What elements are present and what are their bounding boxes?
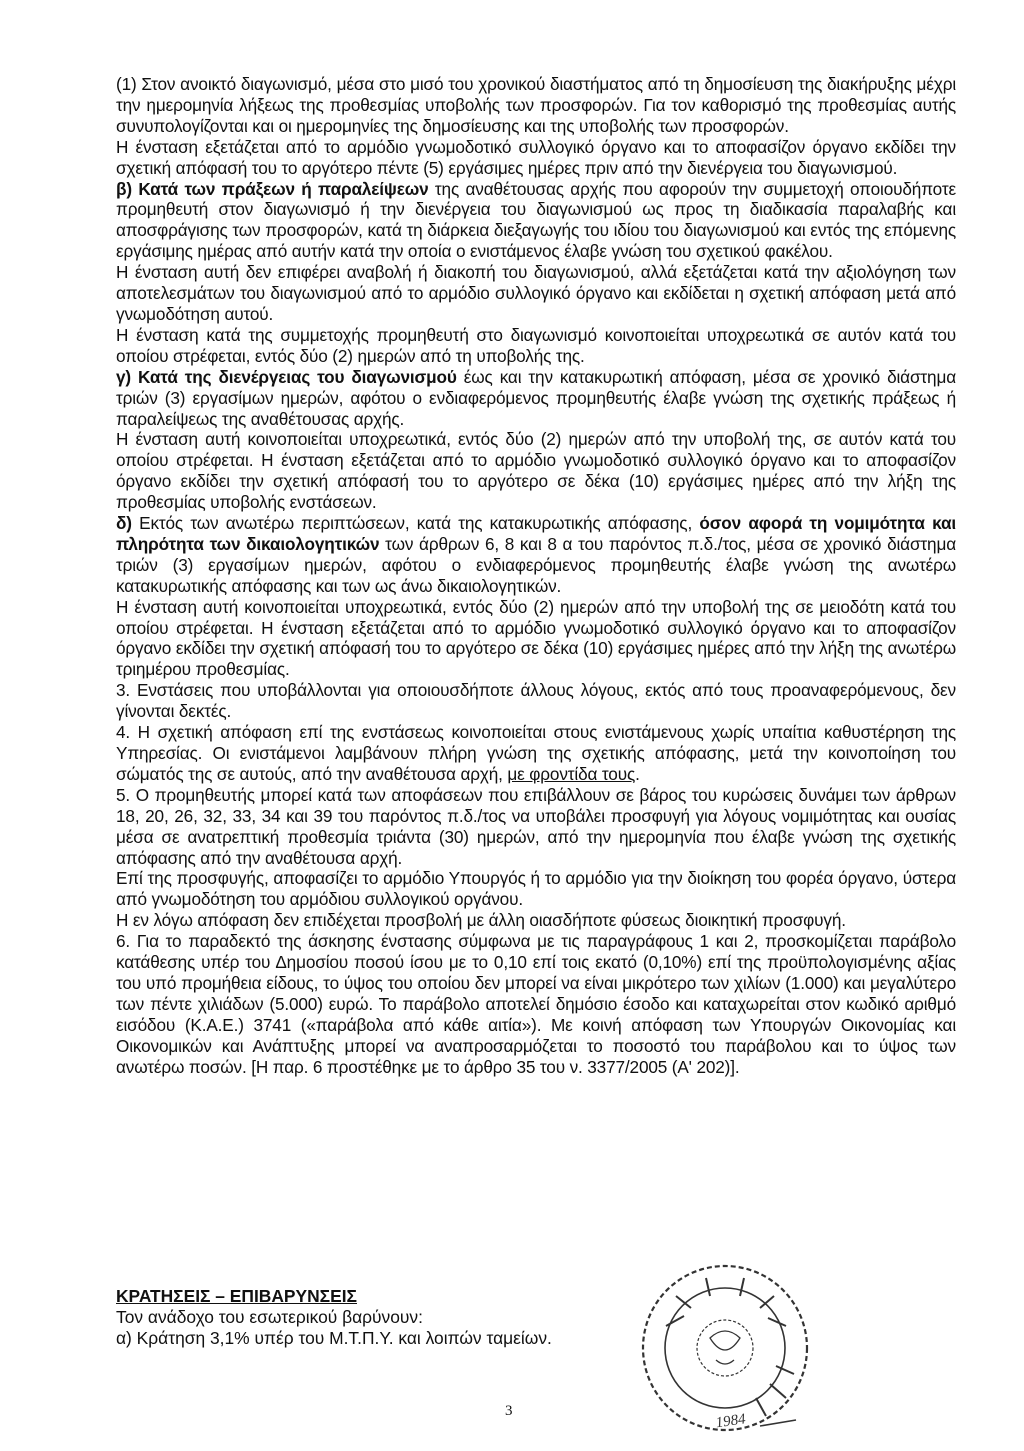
paragraph-d-bold: όσον αφορά τη νομιμότητα και πληρότητα των δικαιολογητικών xyxy=(116,513,957,554)
svg-text:1984: 1984 xyxy=(714,1411,747,1432)
paragraph-7: Η ένσταση αυτή κοινοποιείται υποχρεωτικά, εντός δύο (2) ημερών από την υποβολή της, σε αυτόν κατά του οποίου στρέφεται. Η ένσταση εξετάζεται από το αρμόδιο γνωμοδοτικό συλλογικό όργανο και το αποφασίζον όργανο εκδίδει την σχετική απόφασή του το αργότερο σε δέκα (10) εργάσιμες ημέρες από την λήξη της προθεσμίας υποβολής ενστάσεων. xyxy=(116,429,956,513)
paragraph-13: Επί της προσφυγής, αποφασίζει το αρμόδιο Υπουργός ή το αρμόδιο για την διοίκηση του φορέα όργανο, ύστερα από γνωμοδότηση του αρμόδιου συλλογικού οργάνου. xyxy=(116,868,956,910)
paragraph-c-heading: γ) Κατά της διενέργειας του διαγωνισμού xyxy=(116,366,457,387)
paragraph-4-clause-text: 4. Η σχετική απόφαση επί της ενστάσεως κοινοποιείται στους ενιστάμενους χωρίς υπαίτια καθυστέρηση της Υπηρεσίας. Οι ενιστάμενοι λαμβάνουν πλήρη γνώση της σχετικής απόφασης, μετά την κοινοποίηση του σώματός της σε αυτούς, από την αναθέτουσα αρχή, xyxy=(116,722,956,784)
holdings-section xyxy=(116,1286,636,1349)
paragraph-4-clause-end: . xyxy=(635,763,640,784)
paragraph-6-clause: 6. Για το παραδεκτό της άσκησης ένστασης σύμφωνα με τις παραγράφους 1 και 2, προσκομίζεται παράβολο κατάθεσης υπέρ του Δημοσίου ποσού ίσου με το 0,10 επί τοις εκατό (0,10%) επί της προϋπολογισμένης αξίας του υπό προμήθεια είδους, το ύψος του οποίου δεν μπορεί να είναι μικρότερο των χιλίων (1.000) και μεγαλύτερο των πέντε χιλιάδων (5.000) ευρώ. Το παράβολο αποτελεί δημόσιο έσοδο και καταχωρείται στον κωδικό αριθμό εισόδου (Κ.Α.Ε.) 3741 («παράβολα από κάθε αιτία»). Με κοινή απόφαση των Υπουργών Οικονομίας και Οικονομικών και Ανάπτυξης μπορεί να αναπροσαρμόζεται το ποσοστό του παράβολου και το ύψος των ανωτέρω ποσών. [Η παρ. 6 προστέθηκε με το άρθρο 35 του ν. 3377/2005 (Α' 202)]. xyxy=(116,931,956,1077)
paragraph-5-clause: 5. Ο προμηθευτής μπορεί κατά των αποφάσεων που επιβάλλουν σε βάρος του κυρώσεις δυνάμει των άρθρων 18, 20, 26, 32, 33, 34 και 39 του παρόντος π.δ./τος να υποβάλει προσφυγή για λόγους νομιμότητας και ουσίας μέσα σε ανατρεπτική προθεσμία τριάντα (30) ημερών, από την ημερομηνία που έλαβε γνώση της σχετικής απόφασης από την αναθέτουσα αρχή. xyxy=(116,784,956,868)
document-body xyxy=(116,74,956,1078)
holdings-line-1: Τον ανάδοχο του εσωτερικού βαρύνουν: xyxy=(116,1307,423,1327)
paragraph-9: Η ένσταση αυτή κοινοποιείται υποχρεωτικά, εντός δύο (2) ημερών από την υποβολή της σε μειοδότη κατά του οποίου στρέφεται. Η ένσταση εξετάζεται από το αρμόδιο γνωμοδοτικό συλλογικό όργανο και το αποφασίζον όργανο εκδίδει την σχετική απόφασή του το αργότερο σε δέκα (10) εργάσιμες ημέρες από την λήξη της ανωτέρω τριημέρου προθεσμίας. xyxy=(116,596,956,680)
paragraph-4-clause-underlined: με φροντίδα τους xyxy=(507,763,636,784)
paragraph-c xyxy=(116,367,956,430)
paragraph-c-text: έως και την κατακυρωτική απόφαση, μέσα σε χρονικό διάστημα τριών (3) εργασίμων ημερών, αφότου ο ενδιαφερόμενος προμηθευτής έλαβε γνώση της σχετικής πράξεως ή παραλείψεως της αναθέτουσας αρχής. xyxy=(116,366,957,429)
paragraph-1: (1) Στον ανοικτό διαγωνισμό, μέσα στο μισό του χρονικού διαστήματος από τη δημοσίευση της διακήρυξης μέχρι την ημερομηνία λήξεως της προθεσμίας υποβολής των προσφορών. Για τον καθορισμό της προθεσμίας αυτής συνυπολογίζονται και οι ημερομηνίες της δημοσίευσης και της υποβολής των προσφορών. xyxy=(116,74,956,136)
paragraph-b-text: της αναθέτουσας αρχής που αφορούν την συμμετοχή οποιουδήποτε προμηθευτή στον διαγωνισμό ή την διενέργεια του διαγωνισμού ως προς τη διαδικασία παραλαβής και αποσφράγισης των προσφορών, κατά τη διάρκεια διεξαγωγής του ιδίου του διαγωνισμού και εντός της επόμενης εργάσιμης ημέρας από αυτήν κατά την οποία ο ενιστάμενος έλαβε γνώση του σχετικού φακέλου. xyxy=(116,178,956,262)
paragraph-2: Η ένσταση εξετάζεται από το αρμόδιο γνωμοδοτικό συλλογικό όργανο και το αποφασίζον όργανο εκδίδει την σχετική απόφασή του το αργότερο πέντε (5) εργάσιμες ημέρες πριν από την διενέργεια του διαγωνισμού. xyxy=(116,136,956,178)
paragraph-4: Η ένσταση αυτή δεν επιφέρει αναβολή ή διακοπή του διαγωνισμού, αλλά εξετάζεται κατά την αξιολόγηση των αποτελεσμάτων του διαγωνισμού από το αρμόδιο συλλογικό όργανο και εκδίδεται η σχετική απόφαση μετά από γνωμοδότηση αυτού. xyxy=(116,262,956,324)
paragraph-d-label: δ) xyxy=(116,513,140,534)
paragraph-14: Η εν λόγω απόφαση δεν επιδέχεται προσβολή με άλλη οιασδήποτε φύσεως διοικητική προσφυγή. xyxy=(116,910,846,931)
holdings-line-2: α) Κράτηση 3,1% υπέρ του Μ.Τ.Π.Υ. και λοιπών ταμείων. xyxy=(116,1328,552,1348)
holdings-title: ΚΡΑΤΗΣΕΙΣ – ΕΠΙΒΑΡΥΝΣΕΙΣ xyxy=(116,1286,357,1306)
paragraph-d-text-1: Εκτός των ανωτέρω περιπτώσεων, κατά της κατακυρωτικής απόφασης, xyxy=(139,513,700,534)
paragraph-5: Η ένσταση κατά της συμμετοχής προμηθευτή στο διαγωνισμό κοινοποιείται υποχρεωτικά σε αυτόν κατά του οποίου στρέφεται, εντός δύο (2) ημερών από τη υποβολής της. xyxy=(116,324,956,366)
paragraph-4-clause xyxy=(116,722,956,785)
paragraph-b-heading: β) Κατά των πράξεων ή παραλείψεων xyxy=(116,178,429,199)
paragraph-d-text-2: των άρθρων 6, 8 και 8 α του παρόντος π.δ./τος, μέσα σε χρονικό διάστημα τριών (3) εργασίμων ημερών, αφότου ο ενδιαφερόμενος προμηθευτής έλαβε γνώση της ανωτέρω κατακυρωτικής απόφασης και των ως άνω δικαιολογητικών. xyxy=(116,533,957,596)
page-number: 3 xyxy=(505,1403,513,1419)
paragraph-b xyxy=(116,179,956,263)
official-seal-stamp-icon xyxy=(636,1256,814,1436)
paragraph-3-clause: 3. Ενστάσεις που υποβάλλονται για οποιουσδήποτε άλλους λόγους, εκτός από τους προαναφερόμενους, δεν γίνονται δεκτές. xyxy=(116,680,956,722)
paragraph-d xyxy=(116,513,956,597)
